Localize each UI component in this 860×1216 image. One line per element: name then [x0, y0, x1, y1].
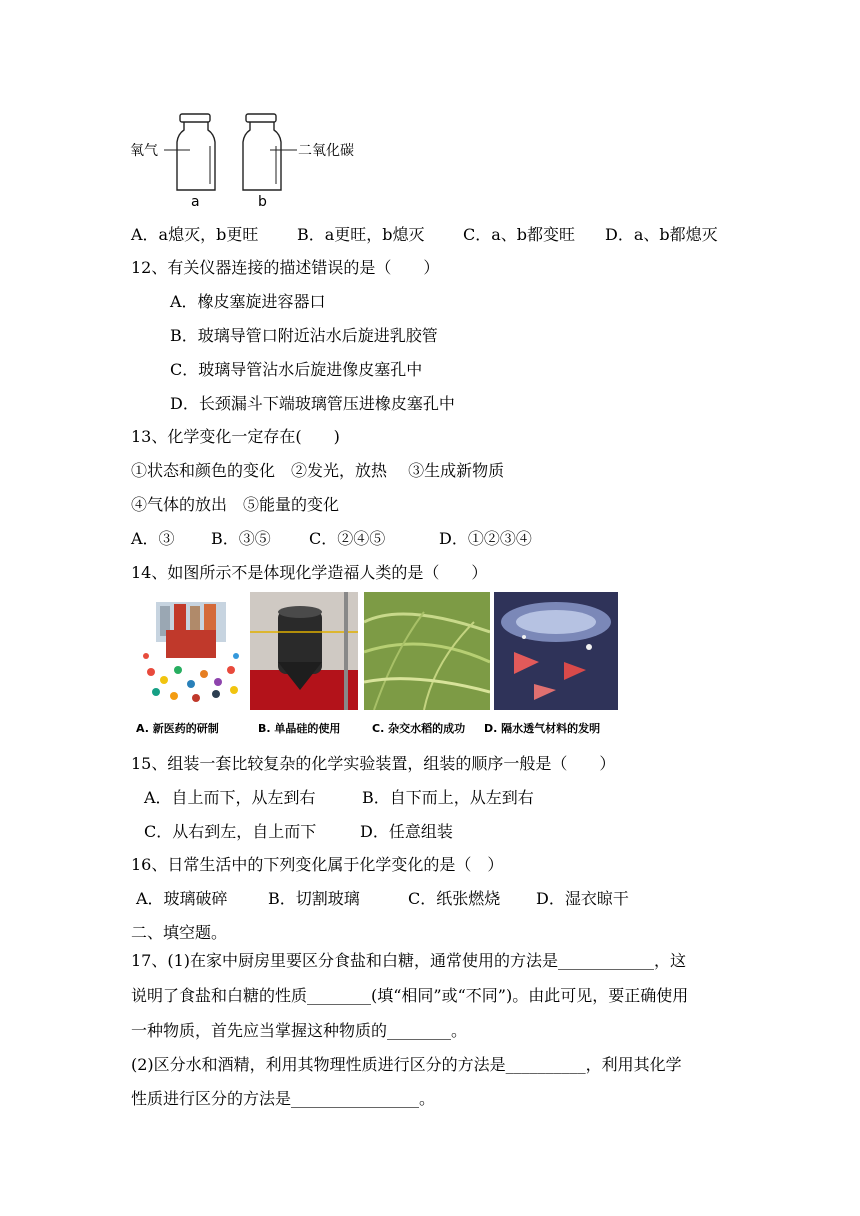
- q13-options: [131, 529, 532, 549]
- q16-option-d: D．湿衣晾干: [536, 889, 629, 908]
- q13-option-d: D．①②③④: [439, 529, 532, 548]
- q17-line1: 17、(1)在家中厨房里要区分食盐和白糖，通常使用的方法是____________，这: [131, 951, 687, 970]
- q16-option-a: A．玻璃破碎: [136, 889, 228, 908]
- q11-option-a: A．a熄灭，b更旺: [131, 225, 259, 244]
- q11-option-b: B．a更旺，b熄灭: [297, 225, 425, 244]
- q12-option-d: D．长颈漏斗下端玻璃管压进橡皮塞孔中: [170, 394, 455, 413]
- q12-option-c: C．玻璃导管沾水后旋进像皮塞孔中: [170, 360, 423, 379]
- caption-a: A. 新医药的研制: [136, 722, 219, 735]
- label-b: b: [258, 194, 267, 210]
- q13-option-c: C．②④⑤: [309, 529, 386, 548]
- q11-option-c: C．a、b都变旺: [463, 225, 576, 244]
- q17-line5: 性质进行区分的方法是________________。: [131, 1089, 436, 1108]
- label-a: a: [191, 194, 200, 210]
- q11-options: [131, 225, 718, 245]
- q13-items-line1: ①状态和颜色的变化 ②发光，放热 ③生成新物质: [131, 461, 505, 480]
- q15-stem: 15、组装一套比较复杂的化学实验装置，组装的顺序一般是（ ）: [131, 754, 616, 773]
- caption-d: D. 隔水透气材料的发明: [484, 722, 601, 735]
- label-oxygen: 氧气: [130, 143, 158, 159]
- q17-line3: 一种物质，首先应当掌握这种物质的________。: [131, 1021, 468, 1040]
- q12-option-a: A．橡皮塞旋进容器口: [170, 292, 326, 311]
- photo-rice: [364, 592, 490, 710]
- q16-option-c: C．纸张燃烧: [408, 889, 501, 908]
- caption-c: C. 杂交水稻的成功: [372, 722, 466, 735]
- q14-stem: 14、如图所示不是体现化学造福人类的是（ ）: [131, 563, 488, 582]
- q13-option-a: A．③: [131, 529, 175, 548]
- q15-option-c: C．从右到左，自上而下: [144, 822, 317, 841]
- photo-medicine: [136, 592, 246, 710]
- q13-option-b: B．③⑤: [211, 529, 271, 548]
- q12-stem: 12、有关仪器连接的描述错误的是（ ）: [131, 258, 440, 277]
- q16-option-b: B．切割玻璃: [268, 889, 360, 908]
- section-heading: 二、填空题。: [131, 923, 228, 942]
- q15-option-b: B．自下而上，从左到右: [362, 788, 534, 807]
- q15-option-d: D．任意组装: [360, 822, 453, 841]
- photo-fish-tank: [494, 592, 618, 710]
- caption-b: B. 单晶硅的使用: [258, 722, 341, 735]
- q15-option-a: A．自上而下，从左到右: [144, 788, 316, 807]
- q17-line4: (2)区分水和酒精，利用其物理性质进行区分的方法是__________，利用其化学: [131, 1055, 682, 1074]
- q14-photo-strip: [136, 592, 618, 740]
- q17-line2: 说明了食盐和白糖的性质________(填“相同”或“不同”)。由此可见，要正确使用: [131, 986, 689, 1005]
- q13-stem: 13、化学变化一定存在( ): [131, 427, 340, 446]
- q11-option-d: D．a、b都熄灭: [605, 225, 718, 244]
- q16-stem: 16、日常生活中的下列变化属于化学变化的是（ ）: [131, 855, 504, 874]
- q13-items-line2: ④气体的放出 ⑤能量的变化: [131, 495, 340, 514]
- photo-silicon: [250, 592, 358, 710]
- q15-options-row2: [144, 822, 453, 842]
- q16-options: [136, 889, 629, 909]
- label-co2: 二氧化碳: [298, 143, 354, 159]
- q15-options-row1: [144, 788, 534, 808]
- gas-bottles-figure: [130, 108, 370, 213]
- bottle-b: [243, 114, 281, 190]
- q12-option-b: B．玻璃导管口附近沾水后旋进乳胶管: [170, 326, 438, 345]
- bottle-a: [177, 114, 215, 190]
